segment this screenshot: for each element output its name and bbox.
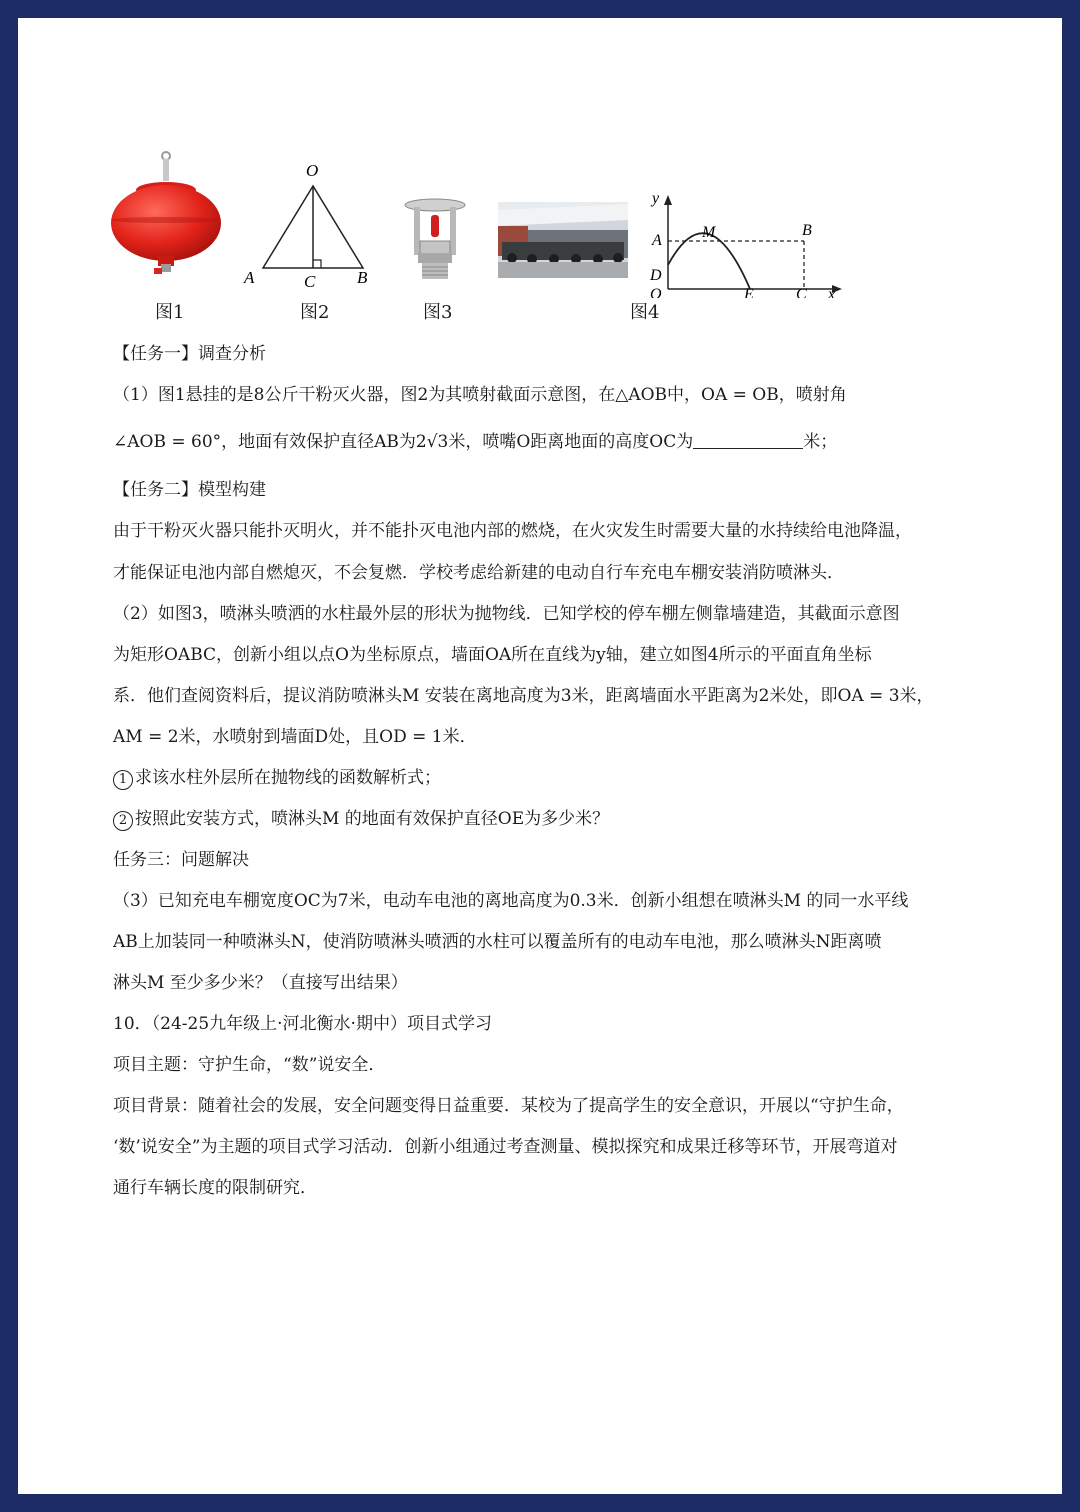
label-O: O bbox=[306, 161, 319, 180]
task1-paragraph-2b: 米； bbox=[803, 432, 838, 452]
label-x: x bbox=[828, 286, 836, 298]
q10-background-1: 项目背景：随着社会的发展，安全问题变得日益重要．某校为了提高学生的安全意识，开展以“守护生命， bbox=[113, 1096, 904, 1116]
q10-theme: 项目主题：守护生命，“数”说安全． bbox=[113, 1055, 386, 1075]
label-C: C bbox=[796, 286, 807, 298]
task3-paragraph-2: AB上加装同一种喷淋头N，使消防喷淋头喷洒的水柱可以覆盖所有的电动车电池，那么喷淋头N距离喷 bbox=[113, 932, 882, 952]
document-page bbox=[18, 18, 1062, 1494]
label-M: M bbox=[702, 224, 716, 241]
task2-question-2-text: 按照此安装方式，喷淋头M 的地面有效保护直径OE为多少米？ bbox=[135, 809, 610, 829]
fig4-caption: 图4 bbox=[630, 302, 660, 323]
task2-paragraph-5: 系．他们查阅资料后，提议消防喷淋头M 安装在离地高度为3米，距离墙面水平距离为2米处，即OA = 3米， bbox=[113, 686, 934, 706]
label-B: B bbox=[802, 222, 812, 239]
figure-row bbox=[18, 18, 1062, 348]
task2-paragraph-1: 由于干粉灭火器只能扑灭明火，并不能扑灭电池内部的燃烧，在火灾发生时需要大量的水持续给电池降温， bbox=[113, 521, 912, 541]
answer-blank[interactable] bbox=[693, 432, 803, 449]
fire-extinguisher-image bbox=[108, 148, 228, 283]
label-B: B bbox=[357, 268, 368, 287]
label-D: D bbox=[650, 267, 662, 284]
q10-background-3: 通行车辆长度的限制研究． bbox=[113, 1178, 317, 1198]
task2-paragraph-3: （2）如图3，喷淋头喷洒的水柱最外层的形状为抛物线．已知学校的停车棚左侧靠墙建造，其截面示意图 bbox=[113, 604, 900, 624]
task2-question-2 bbox=[113, 809, 993, 831]
label-O: O bbox=[650, 286, 662, 298]
task2-heading: 【任务二】模型构建 bbox=[113, 480, 266, 500]
triangle-diagram bbox=[238, 158, 378, 293]
fig2-caption: 图2 bbox=[300, 302, 330, 323]
label-E: E bbox=[744, 286, 754, 298]
parking-shed-photo bbox=[498, 202, 628, 278]
task1-paragraph-1: （1）图1悬挂的是8公斤干粉灭火器，图2为其喷射截面示意图，在△AOB中，OA = OB，喷射角 bbox=[113, 385, 847, 405]
label-C: C bbox=[304, 272, 316, 291]
fig3-caption: 图3 bbox=[423, 302, 453, 323]
fig1-caption: 图1 bbox=[155, 302, 185, 323]
q10-background-2: ‘数’说安全”为主题的项目式学习活动．创新小组通过考查测量、模拟探究和成果迁移等环节，开展弯道对 bbox=[113, 1137, 898, 1157]
question-number-1: 1 bbox=[113, 770, 133, 790]
q10-title: 10．（24-25九年级上·河北衡水·期中）项目式学习 bbox=[113, 1014, 492, 1034]
coordinate-graph bbox=[646, 193, 846, 298]
task1-paragraph-2 bbox=[113, 432, 993, 452]
sprinkler-head-image bbox=[400, 193, 470, 283]
question-number-2: 2 bbox=[113, 811, 133, 831]
task3-heading: 任务三：问题解决 bbox=[113, 850, 249, 870]
label-A: A bbox=[652, 232, 662, 249]
task1-paragraph-2a: ∠AOB = 60°，地面有效保护直径AB为2√3米，喷嘴O距离地面的高度OC为 bbox=[113, 432, 694, 452]
task3-paragraph-3: 淋头M 至少多少米？（直接写出结果） bbox=[113, 973, 408, 993]
task2-paragraph-4: 为矩形OABC，创新小组以点O为坐标原点，墙面OA所在直线为y轴，建立如图4所示的平面直角坐标 bbox=[113, 645, 872, 665]
task2-question-1 bbox=[113, 768, 993, 790]
label-A: A bbox=[244, 268, 255, 287]
task2-paragraph-2: 才能保证电池内部自燃熄灭，不会复燃．学校考虑给新建的电动自行车充电车棚安装消防喷淋头． bbox=[113, 563, 844, 583]
task1-heading: 【任务一】调查分析 bbox=[113, 344, 266, 364]
task2-question-1-text: 求该水柱外层所在抛物线的函数解析式； bbox=[135, 768, 441, 788]
label-y: y bbox=[652, 193, 660, 207]
task2-paragraph-6: AM = 2米，水喷射到墙面D处，且OD = 1米． bbox=[113, 727, 477, 747]
task3-paragraph-1: （3）已知充电车棚宽度OC为7米，电动车电池的离地高度为0.3米．创新小组想在喷淋头M 的同一水平线 bbox=[113, 891, 909, 911]
